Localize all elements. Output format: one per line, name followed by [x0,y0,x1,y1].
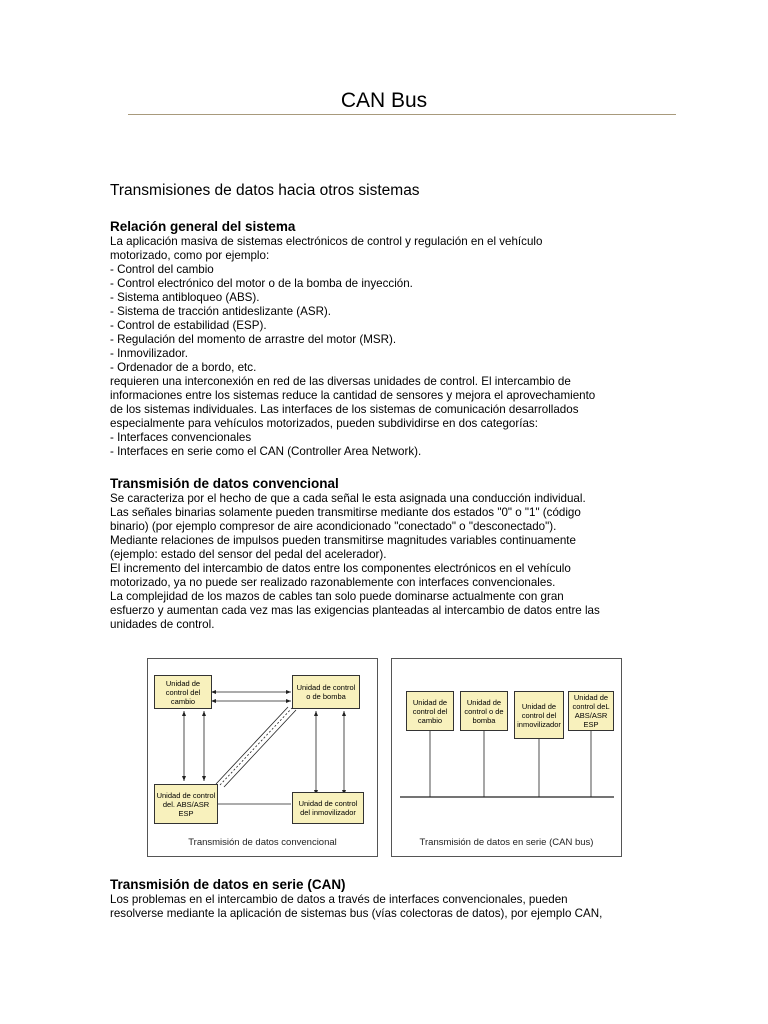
box-serial-gearbox: Unidad de control del cambio [406,691,454,731]
box-immobilizer-control: Unidad de control del inmovilizador [292,792,364,824]
text-line: - Control de estabilidad (ESP). [110,319,267,332]
text-line: - Sistema antibloqueo (ABS). [110,291,260,304]
text-line: Los problemas en el intercambio de datos a través de interfaces convencionales, pueden [110,893,568,906]
text-line: informaciones entre los sistemas reduce la cantidad de sensores y mejora el aprovechamiento [110,389,596,402]
section-heading: Transmisiones de datos hacia otros sistemas [110,182,420,199]
text-line: El incremento del intercambio de datos entre los componentes electrónicos en el vehículo [110,562,571,575]
text-line: - Ordenador de a bordo, etc. [110,361,257,374]
figure-conventional [147,658,378,857]
text-line: - Interfaces en serie como el CAN (Controller Area Network). [110,445,422,458]
text-line: especialmente para vehículos motorizados, pueden subdividirse en dos categorías: [110,417,538,430]
heading-serial-can: Transmisión de datos en serie (CAN) [110,877,346,892]
text-line: motorizado, como por ejemplo: [110,249,270,262]
text-line: binario) (por ejemplo compresor de aire acondicionado "conectado" o "desconectado"). [110,520,557,533]
text-line: La aplicación masiva de sistemas electrónicos de control y regulación en el vehículo [110,235,543,248]
text-line: (ejemplo: estado del sensor del pedal del acelerador). [110,548,387,561]
text-line: Se caracteriza por el hecho de que a cada señal le esta asignada una conducción individual. [110,492,586,505]
page-title: CAN Bus [340,89,428,112]
text-line: - Regulación del momento de arrastre del motor (MSR). [110,333,397,346]
text-line: requieren una interconexión en red de las diversas unidades de control. El intercambio de [110,375,571,388]
text-line: motorizado, ya no puede ser realizado razonablemente con interfaces convencionales. [110,576,556,589]
box-gearbox-control: Unidad de control del cambio [154,675,212,709]
text-line: - Control electrónico del motor o de la bomba de inyección. [110,277,413,290]
box-serial-immobilizer: Unidad de control del inmovilizador [514,691,564,739]
figure-conventional-caption: Transmisión de datos convencional [188,837,337,848]
text-line: de los sistemas individuales. Las interfaces de los sistemas de comunicación desarrollados [110,403,579,416]
box-abs-control: Unidad de control del. ABS/ASR ESP [154,784,218,824]
text-system-relation [110,235,670,459]
box-serial-pump: Unidad de control o de bomba [460,691,508,731]
title-rule [128,114,676,115]
text-line: - Sistema de tracción antideslizante (ASR). [110,305,332,318]
figure-serial-bus [392,659,621,856]
text-line: resolverse mediante la aplicación de sistemas bus (vías colectoras de datos), por ejemplo CAN, [110,907,603,920]
heading-system-relation: Relación general del sistema [110,219,296,234]
text-serial-can [110,893,670,921]
text-line: esfuerzo y aumentan cada vez mas las exigencias planteadas al intercambio de datos entre las [110,604,600,617]
text-conventional [110,492,670,632]
text-line: Las señales binarias solamente pueden transmitirse mediante dos estados "0" o "1" (código [110,506,581,519]
text-line: unidades de control. [110,618,215,631]
text-line: - Interfaces convencionales [110,431,252,444]
box-serial-abs: Unidad de control deL ABS/ASR ESP [568,691,614,731]
text-line: - Control del cambio [110,263,214,276]
box-pump-control: Unidad de control o de bomba [292,675,360,709]
text-line: Mediante relaciones de impulsos pueden transmitirse magnitudes variables continuamente [110,534,576,547]
text-line: - Inmovilizador. [110,347,188,360]
figure-serial [391,658,622,857]
figure-serial-caption: Transmisión de datos en serie (CAN bus) [419,837,594,848]
text-line: La complejidad de los mazos de cables tan solo puede dominarse actualmente con gran [110,590,564,603]
heading-conventional: Transmisión de datos convencional [110,476,339,491]
